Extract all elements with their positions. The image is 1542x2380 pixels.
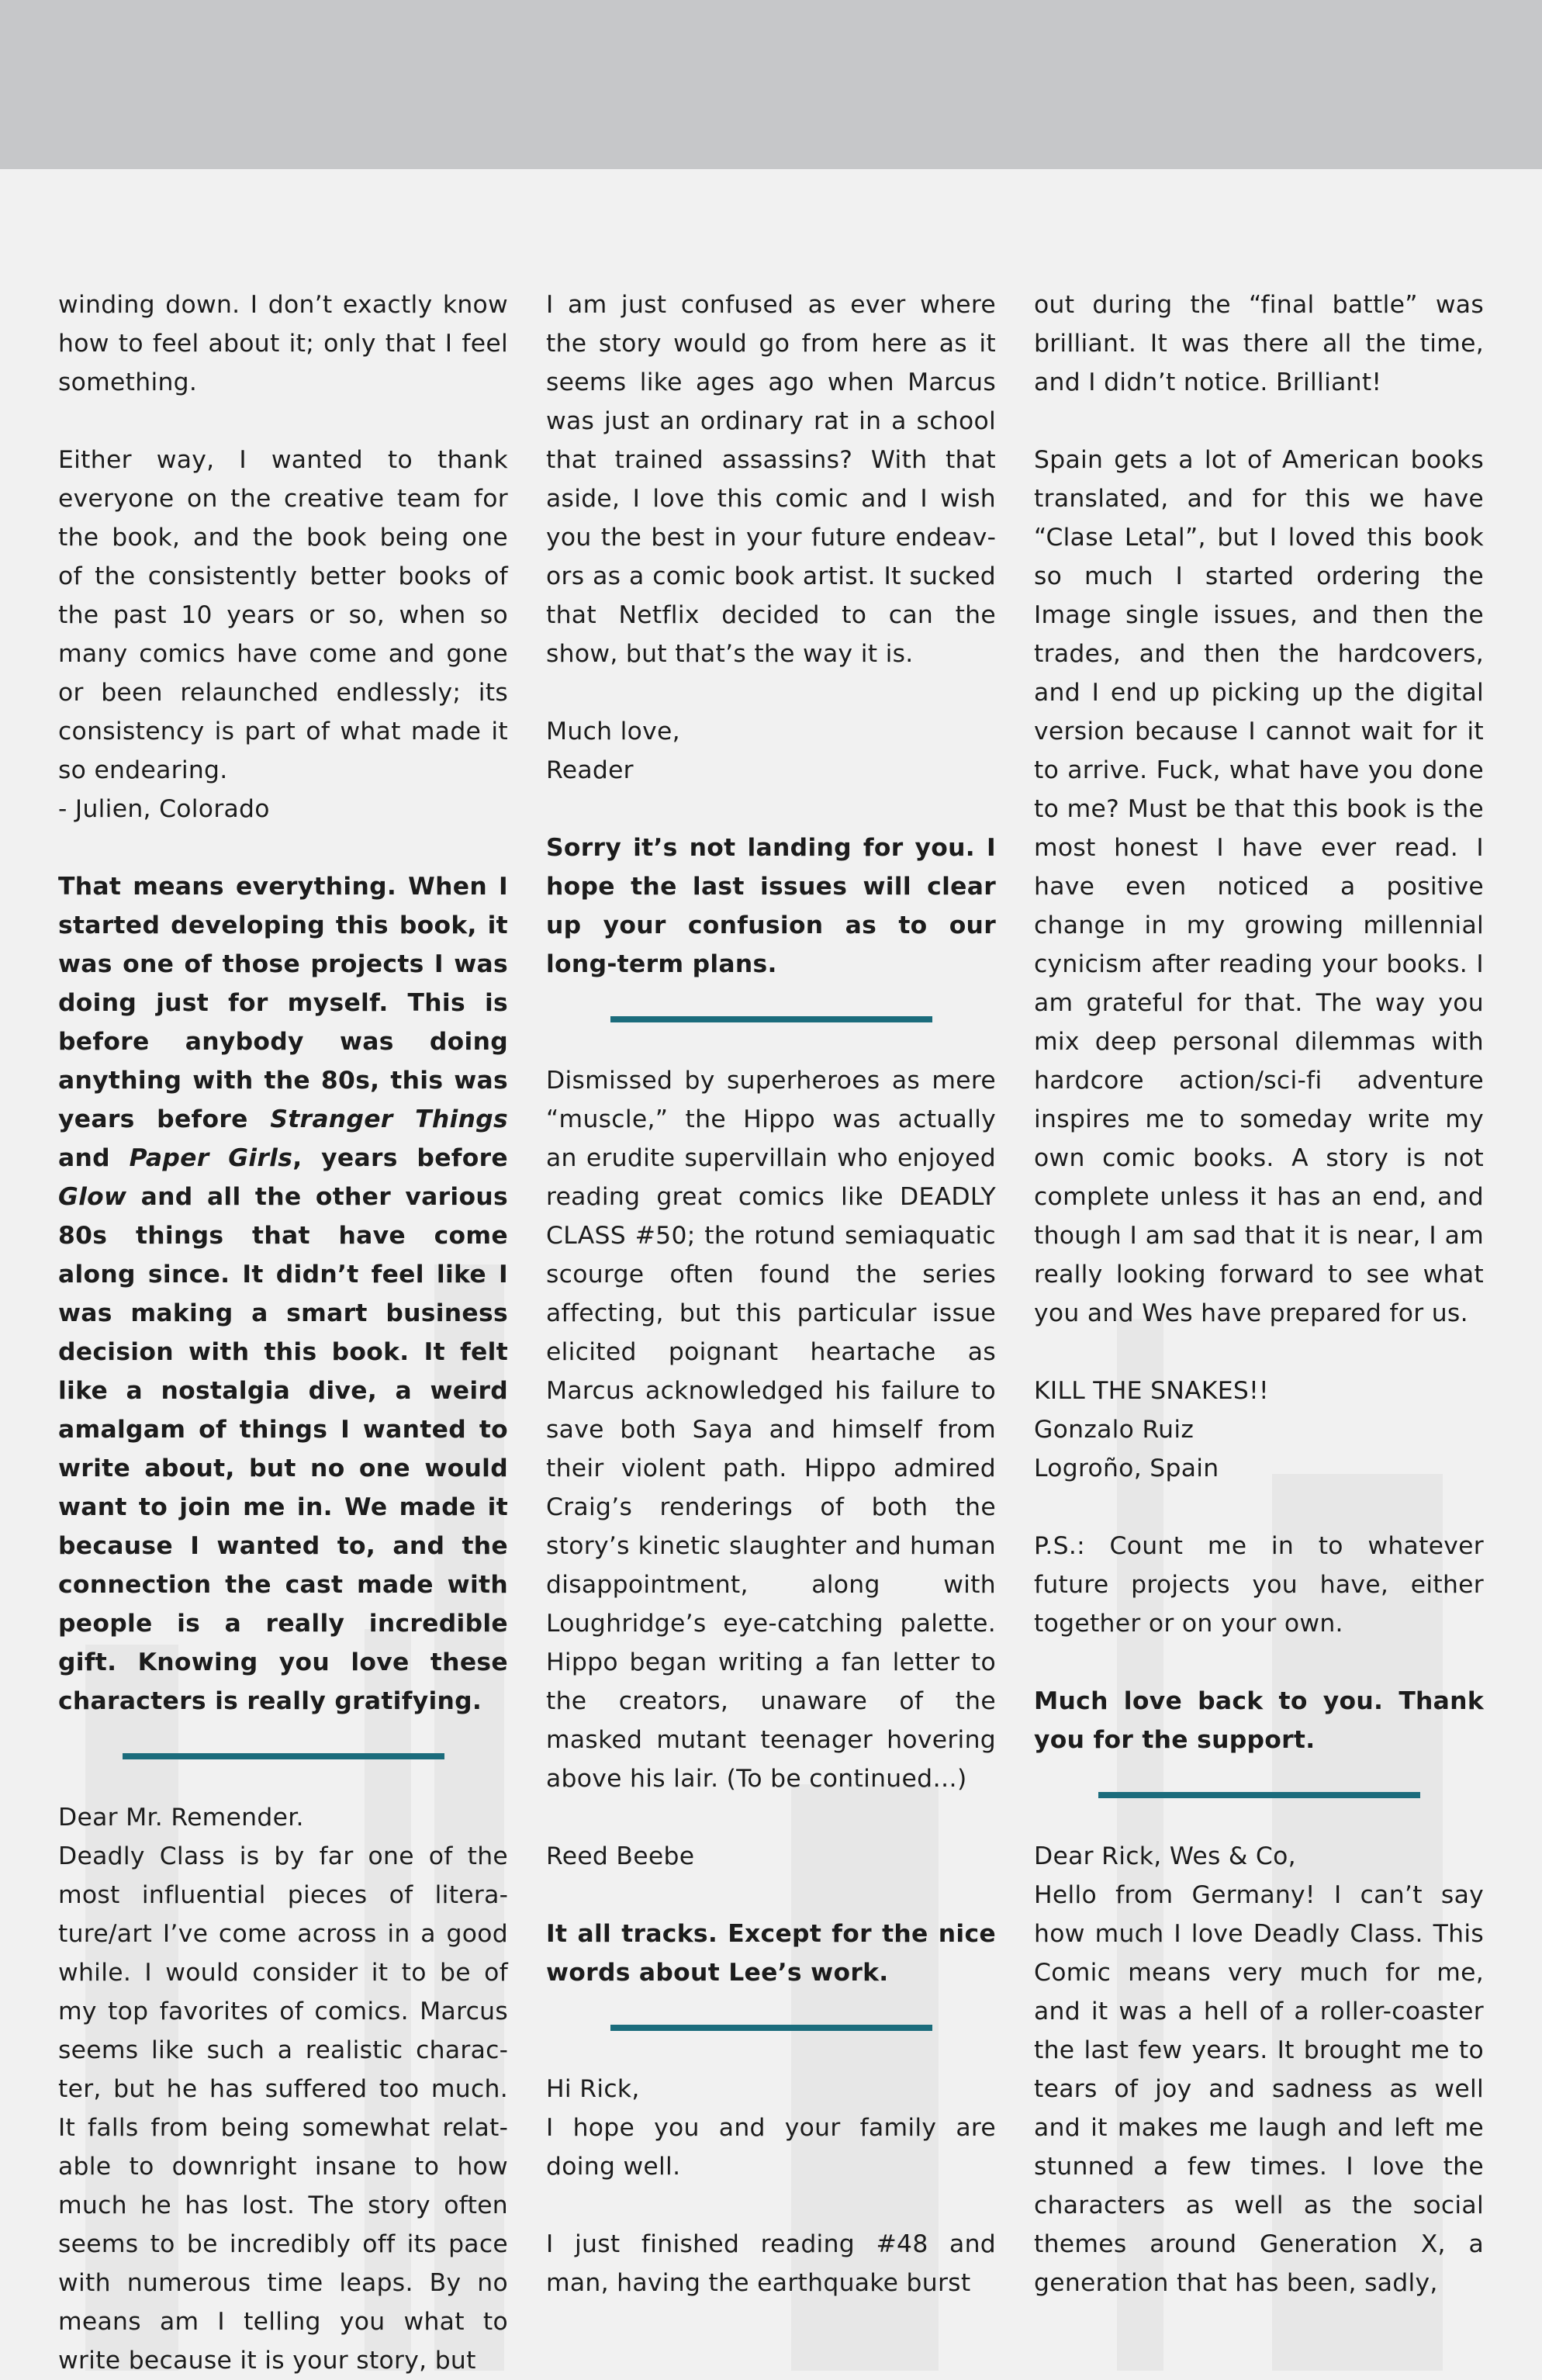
reply-title: Glow <box>58 1183 127 1211</box>
section-divider <box>610 1016 932 1022</box>
letter-text: I just finished reading #48 and man, having the earthquake burst <box>546 2230 996 2297</box>
letter-text: Either way, I wanted to thank everyone on the creative team for the book, and the book being one of the consistently better books of the past 10 years or so, when so many comics have come and gone or been relaunched endlessly; its consistency is part of what made it so endearing. <box>58 446 508 784</box>
letter-signature-block <box>1034 1372 1484 1488</box>
reply-title: Stranger Things <box>270 1105 508 1133</box>
editor-reply: It all tracks. Except for the nice words about Lee’s work. <box>546 1920 996 1987</box>
header-band <box>0 0 1542 169</box>
letter-location: Logroño, Spain <box>1034 1455 1219 1482</box>
column-1 <box>58 285 508 2380</box>
section-divider <box>1098 1792 1420 1798</box>
letter-closing-text: Much love, <box>546 718 680 745</box>
editor-reply: Sorry it’s not landing for you. I hope the last issues will clear up your confusion as to our long-term plans. <box>546 834 996 978</box>
letter-text <box>58 441 508 829</box>
letter-text: Deadly Class is by far one of the most influential pieces of literature/art I’ve come across in a good while. I would consider it to be of my top favorites of comics. Marcus seems like such a realistic character, but he has suffered too much. It falls from being somewhat relatable to downright insane to how much he has lost. The story often seems to be incredibly off its pace with numerous time leaps. By no means am I telling you what to write because it is your story, but <box>58 1842 508 2375</box>
letter-text: Spain gets a lot of American books translated, and for this we have “Clase Letal”, but I loved this book so much I started ordering the Image single issues, and then the trades, and then the hardcovers, and I end up picking up the digital version because I cannot wait for it to arrive. Fuck, what have you done to me? Must be that this book is the most honest I have ever read. I have even noticed a positive change in my growing millennial cynicism after reading your books. I am grateful for that. The way you mix deep personal dilemmas with hardcore action/sci-fi adventure inspires me to someday write my own comic books. A story is not complete unless it has an end, and though I am sad that it is near, I am really looking forward to see what you and Wes have prepared for us. <box>1034 446 1484 1327</box>
column-3 <box>1034 285 1484 2302</box>
reply-title: Paper Girls <box>129 1144 293 1172</box>
section-divider <box>123 1753 444 1759</box>
letter-postscript: P.S.: Count me in to whatever future projects you have, either together or on your own. <box>1034 1532 1484 1638</box>
column-2 <box>546 285 996 2302</box>
section-divider <box>610 2025 932 2031</box>
letter-signature: - Julien, Colorado <box>58 795 270 823</box>
editor-reply <box>58 867 508 1721</box>
reply-text: and all the other various 80s things that have come along since. It didn’t feel like I was making a smart business decision with this book. It felt like a nostalgia dive, a weird amalgam of things I wanted to write about, but no one would want to join me in. We made it because I wanted to, and the connection the cast made with people is a really incredible gift. Knowing you love these characters is really gratifying. <box>58 1183 508 1715</box>
letter-signoff: KILL THE SNAKES!! <box>1034 1377 1269 1405</box>
reply-text: , years before <box>292 1144 508 1172</box>
letter-text: I hope you and your family are doing well. <box>546 2114 996 2181</box>
editor-reply: Much love back to you. Thank you for the support. <box>1034 1687 1484 1754</box>
letter-text: winding down. I don’t exactly know how to feel about it; only that I feel something. <box>58 291 508 396</box>
letter-text: out during the “final battle” was brilliant. It was there all the time, and I didn’t notice. Brilliant! <box>1034 291 1484 396</box>
reply-text: and <box>58 1144 130 1172</box>
letter-signature: Gonzalo Ruiz <box>1034 1416 1195 1444</box>
letter-closing <box>546 712 996 790</box>
reply-text: That means everything. When I started developing this book, it was one of those projects I was doing just for myself. This is before anybody was doing anything with the 80s, this was years before <box>58 873 508 1133</box>
letter-greeting: Hi Rick, <box>546 2075 640 2103</box>
letter-text: Dismissed by superheroes as mere “muscle,” the Hippo was actually an erudite supervillain who enjoyed reading great comics like DEADLY CLASS #50; the rotund semiaquatic scourge often found the series affecting, but this particular issue elicited poignant heartache as Marcus acknowledged his failure to save both Saya and himself from their violent path. Hippo admired Craig’s renderings of both the story’s kinetic slaughter and human disappointment, along with Loughridge’s eye-catching palette. Hippo began writing a fan letter to the creators, unaware of the masked mutant teenager hovering above his lair. (To be continued…) <box>546 1067 996 1793</box>
letter-signature: Reed Beebe <box>546 1842 695 1870</box>
letter-greeting: Dear Mr. Remender. <box>58 1804 304 1832</box>
letter-text: Hello from Germany! I can’t say how much I love Deadly Class. This Comic means very much for me, and it was a hell of a roller-coaster the last few years. It brought me to tears of joy and sadness as well and it makes me laugh and left me stunned a few times. I love the characters as well as the social themes around Generation X, a generation that has been, sadly, <box>1034 1881 1484 2297</box>
letter-text: I am just confused as ever where the story would go from here as it seems like ages ago when Marcus was just an ordinary rat in a school that trained assassins? With that aside, I love this comic and I wish you the best in your future endeavors as a comic book artist. It sucked that Netflix decided to can the show, but that’s the way it is. <box>546 291 996 668</box>
letter-greeting: Dear Rick, Wes & Co, <box>1034 1842 1296 1870</box>
letter-signature: Reader <box>546 756 634 784</box>
